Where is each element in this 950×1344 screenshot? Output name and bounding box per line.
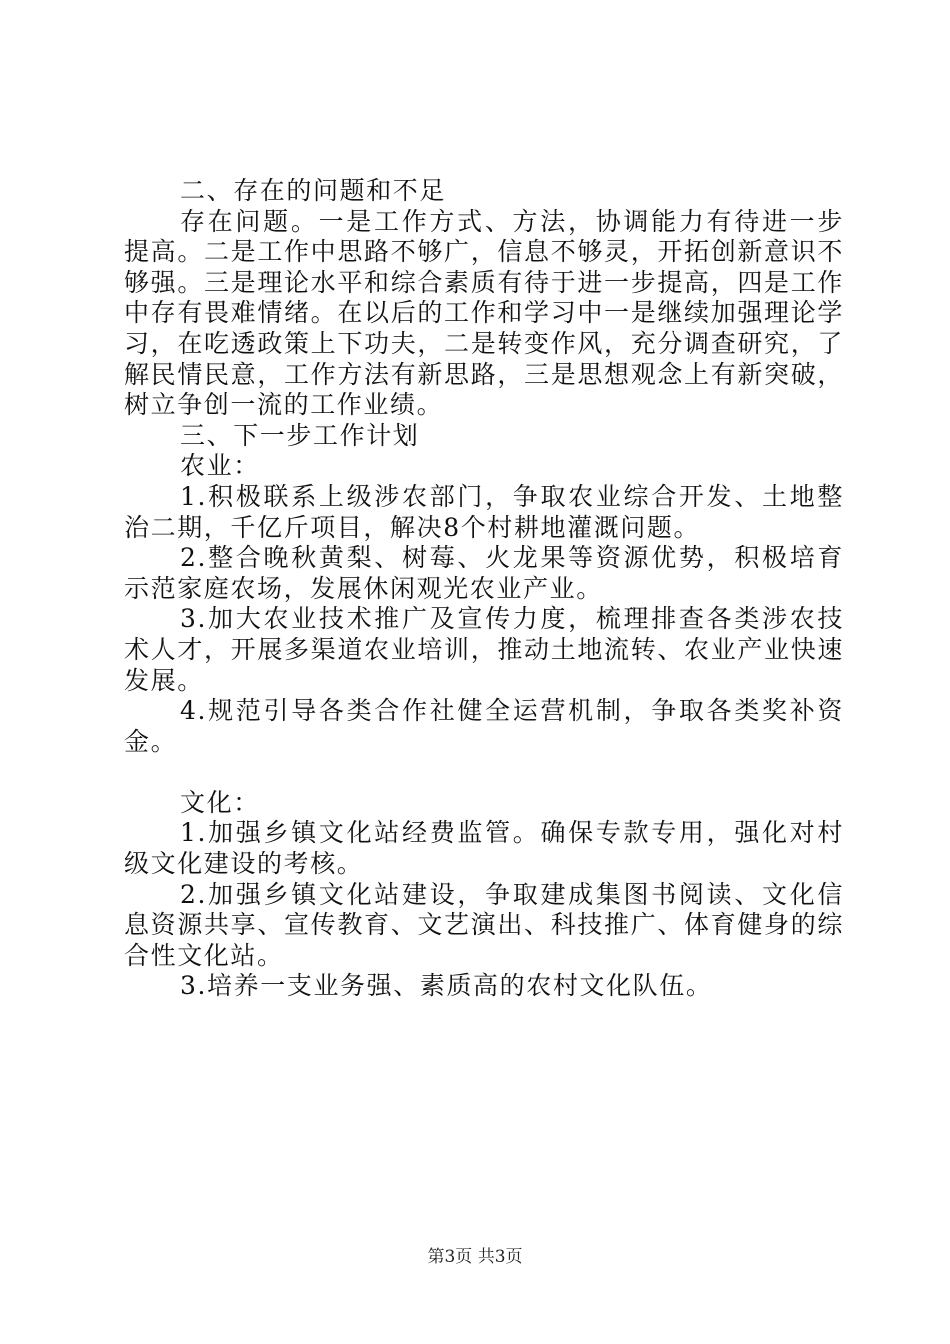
agriculture-item-4: 4.规范引导各类合作社健全运营机制，争取各类奖补资金。 — [124, 696, 844, 756]
agriculture-item-1: 1.积极联系上级涉农部门，争取农业综合开发、土地整治二期，千亿斤项目，解决8个村耕地灌溉问题。 — [124, 481, 844, 542]
document-body — [124, 176, 844, 1002]
culture-item-1: 1.加强乡镇文化站经费监管。确保专款专用，强化对村级文化建设的考核。 — [124, 818, 844, 879]
section-heading-problems: 二、存在的问题和不足 — [180, 176, 447, 205]
agriculture-item-3: 3.加大农业技术推广及宣传力度，梳理排查各类涉农技术人才，开展多渠道农业培训，推动土地流转、农业产业快速发展。 — [124, 604, 844, 695]
culture-item-2: 2.加强乡镇文化站建设，争取建成集图书阅读、文化信息资源共享、宣传教育、文艺演出、科技推广、体育健身的综合性文化站。 — [124, 879, 844, 970]
subheading-culture: 文化： — [180, 787, 260, 817]
culture-item-3: 3.培养一支业务强、素质高的农村文化队伍。 — [180, 971, 713, 1001]
paragraph-problems: 存在问题。一是工作方式、方法，协调能力有待进一步提高。二是工作中思路不够广，信息不够灵，开拓创新意识不够强。三是理论水平和综合素质有待于进一步提高，四是工作中存有畏难情绪。在以后的工作和学习中一是继续加强理论学习，在吃透政策上下功夫，二是转变作风，充分调查研究，了解民情民意，工作方法有新思路，三是思想观念上有新突破，树立争创一流的工作业绩。 — [124, 206, 844, 420]
page-footer: 第3页 共3页 — [427, 1247, 523, 1267]
blank-line — [124, 757, 844, 788]
subheading-agriculture: 农业： — [180, 451, 260, 481]
section-heading-next-plan: 三、下一步工作计划 — [180, 420, 420, 450]
agriculture-item-2: 2.整合晚秋黄梨、树莓、火龙果等资源优势，积极培育示范家庭农场，发展休闲观光农业产业。 — [124, 543, 844, 603]
